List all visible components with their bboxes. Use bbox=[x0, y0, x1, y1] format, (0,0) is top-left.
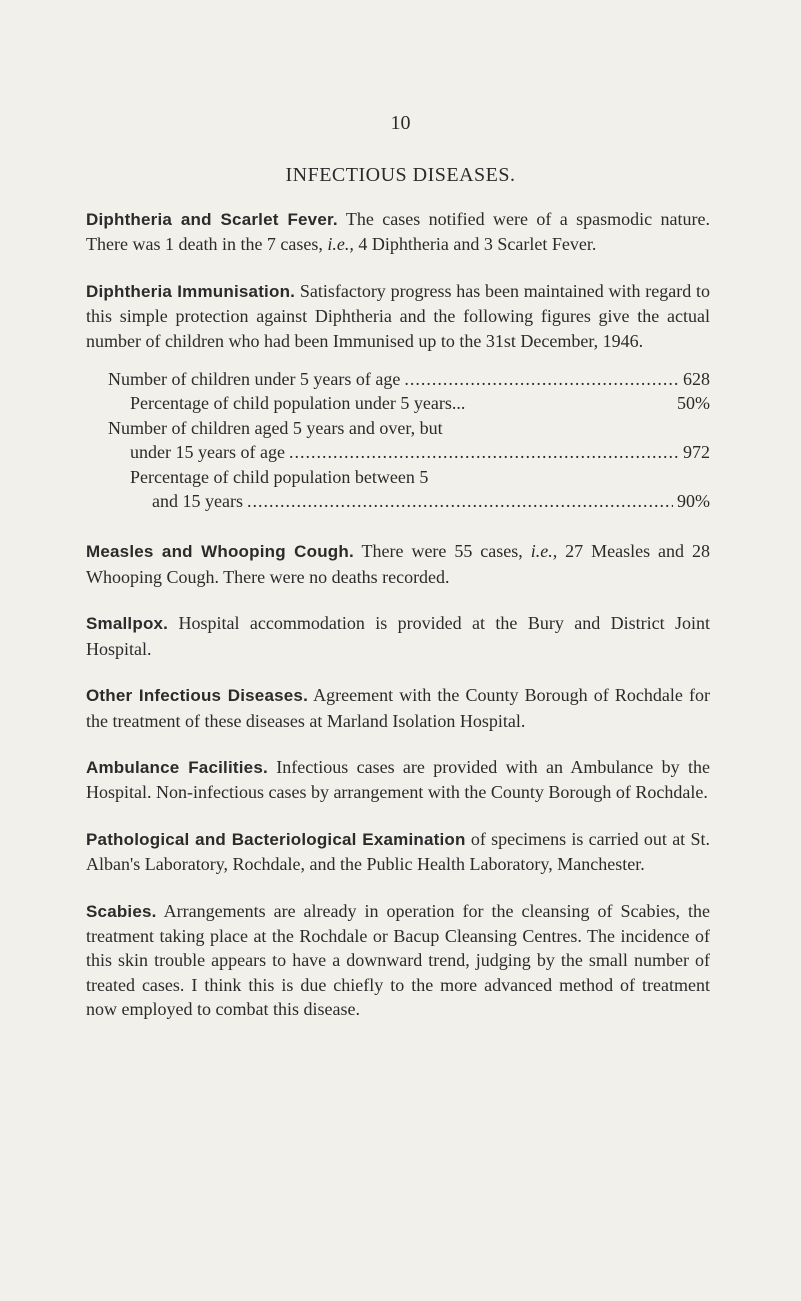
stat-label: under 15 years of age bbox=[130, 442, 285, 463]
paragraph-text: There were 55 cases, bbox=[353, 541, 531, 562]
heading-pathological-examination: Pathological and Bacteriological Examination bbox=[86, 829, 466, 849]
paragraph-scabies bbox=[86, 899, 710, 1022]
paragraph-text: Agreement with the County Borough of Rochdale for the treatment of these diseases at Marland Isolation Hospital. bbox=[86, 685, 710, 731]
stat-value: 628 bbox=[683, 369, 710, 390]
stat-label: and 15 years bbox=[152, 491, 243, 512]
heading-measles-whooping-cough: Measles and Whooping Cough. bbox=[86, 542, 354, 562]
paragraph-text: 4 Diphtheria and 3 Scarlet Fever. bbox=[353, 234, 597, 255]
ie-abbrev: i.e., bbox=[327, 234, 354, 255]
paragraph-other-infectious-diseases bbox=[86, 683, 710, 733]
stat-row bbox=[108, 391, 710, 415]
paragraph-text: The cases notified were of a spasmodic nature. There was 1 death in the 7 cases, bbox=[86, 209, 710, 255]
leader-dots bbox=[289, 440, 679, 464]
ie-abbrev: i.e., bbox=[530, 541, 558, 562]
leader-dots bbox=[404, 367, 679, 391]
paragraph-ambulance-facilities bbox=[86, 755, 710, 805]
heading-other-infectious-diseases: Other Infectious Diseases. bbox=[86, 686, 308, 706]
heading-diphtheria-immunisation: Diphtheria Immunisation. bbox=[86, 281, 296, 301]
immunisation-figures bbox=[86, 367, 710, 513]
paragraph-diphtheria-scarlet-fever bbox=[86, 207, 710, 257]
paragraph-pathological-examination bbox=[86, 827, 710, 877]
stat-row bbox=[108, 440, 710, 464]
stat-label: Number of children aged 5 years and over, but bbox=[108, 417, 443, 438]
stat-row bbox=[108, 416, 710, 440]
heading-ambulance-facilities: Ambulance Facilities. bbox=[86, 757, 268, 777]
paragraph-measles-whooping-cough bbox=[86, 539, 710, 589]
stat-label: Number of children under 5 years of age bbox=[108, 369, 401, 390]
stat-label: Percentage of child population under 5 years... bbox=[130, 393, 466, 414]
heading-scabies: Scabies. bbox=[86, 901, 157, 921]
heading-smallpox: Smallpox. bbox=[86, 614, 169, 634]
paragraph-text: of specimens is carried out at St. Alban's Laboratory, Rochdale, and the Public Health Laboratory, Manchester. bbox=[86, 828, 710, 875]
page-title: INFECTIOUS DISEASES. bbox=[285, 164, 516, 186]
stat-value: 972 bbox=[683, 442, 710, 463]
paragraph-diphtheria-immunisation bbox=[86, 279, 710, 353]
heading-diphtheria-scarlet-fever: Diphtheria and Scarlet Fever. bbox=[86, 210, 338, 229]
stat-value: 90% bbox=[677, 491, 710, 512]
stat-value: 50% bbox=[677, 393, 710, 414]
paragraph-text: Arrangements are already in operation for the cleansing of Scabies, the treatment taking place at the Rochdale or Bacup Cleansing Centres. The incidence of this skin trouble appears to have a downward trend, judging by the small number of treated cases. I think this is due chiefly to the more advanced method of treatment now employed to combat this disease. bbox=[86, 900, 710, 1020]
paragraph-text: Infectious cases are provided with an Ambulance by the Hospital. Non-infectious cases by arrangement with the County Borough of Rochdale. bbox=[86, 756, 710, 803]
stat-label: Percentage of child population between 5 bbox=[130, 466, 429, 487]
stat-row bbox=[108, 489, 710, 513]
paragraph-text: 27 Measles and 28 Whooping Cough. There were no deaths recorded. bbox=[86, 541, 710, 587]
leader-dots bbox=[247, 489, 673, 513]
stat-row bbox=[108, 465, 710, 489]
paragraph-text: Hospital accommodation is provided at the Bury and District Joint Hospital. bbox=[86, 613, 710, 659]
stat-row bbox=[108, 367, 710, 391]
paragraph-smallpox bbox=[86, 611, 710, 661]
paragraph-text: Satisfactory progress has been maintained with regard to this simple protection against Diphtheria and the following figures give the actual number of children who had been Immunised up to the 31st December, 1946. bbox=[86, 280, 710, 351]
page-number: 10 bbox=[390, 112, 411, 134]
document-body bbox=[86, 207, 710, 1044]
